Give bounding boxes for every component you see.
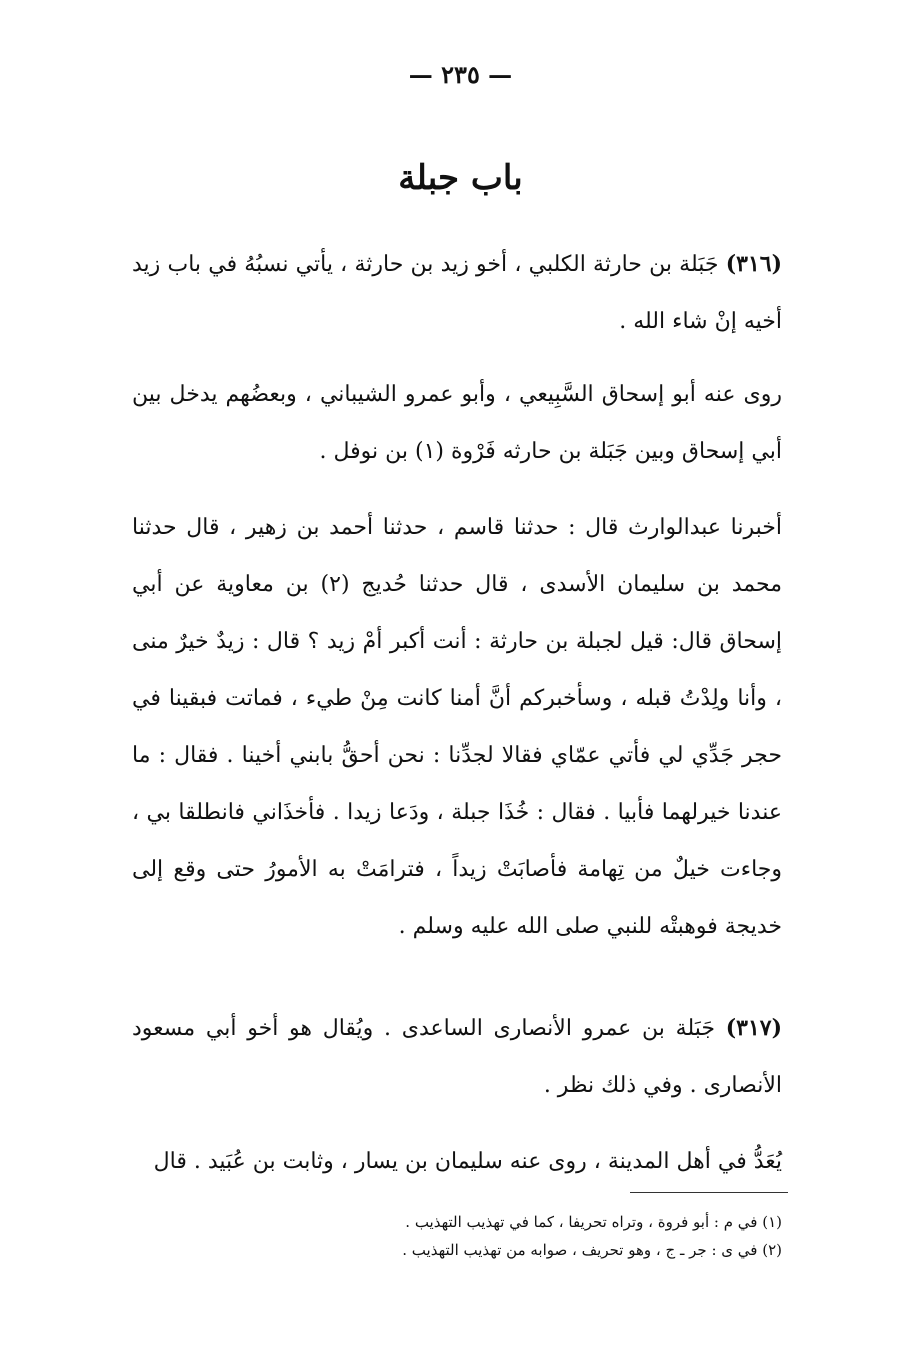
footnote-divider bbox=[630, 1192, 788, 1193]
paragraph-text: روى عنه أبو إسحاق السَّبِيعي ، وأبو عمرو الشيباني ، وبعضُهم يدخل بين أبي إسحاق وبين جَبَلة بن حارثه فَرْوة (١) بن نوفل . bbox=[132, 382, 782, 464]
entry-number: (٣١٦) bbox=[725, 251, 782, 277]
paragraph-text: جَبَلة بن عمرو الأنصارى الساعدى . ويُقال هو أخو أبي مسعود الأنصارى . وفي ذلك نظر . bbox=[132, 1016, 782, 1098]
footnotes bbox=[260, 1208, 782, 1264]
paragraph-text: جَبَلة بن حارثة الكلبي ، أخو زيد بن حارثة ، يأتي نسبُهُ في باب زيد أخيه إنْ شاء الله . bbox=[132, 252, 782, 334]
paragraph-hadith bbox=[132, 499, 782, 955]
footnote-1: (١) في م : أبو فروة ، وتراه تحريفا ، كما في تهذيب التهذيب . bbox=[405, 1213, 782, 1231]
page-number: — ٢٣٥ — bbox=[408, 60, 513, 89]
paragraph-text: يُعَدُّ في أهل المدينة ، روى عنه سليمان بن يسار ، وثابت بن عُبَيد . قال bbox=[153, 1149, 782, 1174]
paragraph-continuation bbox=[132, 1133, 782, 1190]
paragraph-entry-316 bbox=[132, 236, 782, 350]
chapter-heading: باب جبلة bbox=[398, 158, 523, 198]
entry-number: (٣١٧) bbox=[725, 1015, 783, 1041]
footnote-2: (٢) في ى : جر ـ ج ، وهو تحريف ، صوابه من تهذيب التهذيب . bbox=[402, 1241, 782, 1259]
paragraph-entry-317 bbox=[132, 1000, 782, 1114]
paragraph-text: أخبرنا عبدالوارث قال : حدثنا قاسم ، حدثنا أحمد بن زهير ، قال حدثنا محمد بن سليمان الأسدى ، قال حدثنا حُديج (٢) بن معاوية عن أبي إسحاق قال: قيل لجبلة بن حارثة : أنت أكبر أمْ زيد ؟ قال : زيدٌ خيرٌ منى ، وأنا ولِدْتُ قبله ، وسأخبركم أنَّ أمنا كانت مِنْ طيء ، فماتت فبقينا في حجر جَدِّي لي فأتي عمّاي فقالا لجدِّنا : نحن أحقُّ بابني أخينا . فقال : ما عندنا خيرلهما فأبيا . فقال : خُذَا جبلة ، ودَعا زيدا . فأخذَاني فانطلقا بي ، وجاءت خيلٌ من تِهامة فأصابَتْ زيداً ، فترامَتْ به الأمورُ حتى وقع إلى خديجة فوهبتْه للنبي صلى الله عليه وسلم . bbox=[132, 515, 782, 939]
paragraph-narrators bbox=[132, 366, 782, 480]
